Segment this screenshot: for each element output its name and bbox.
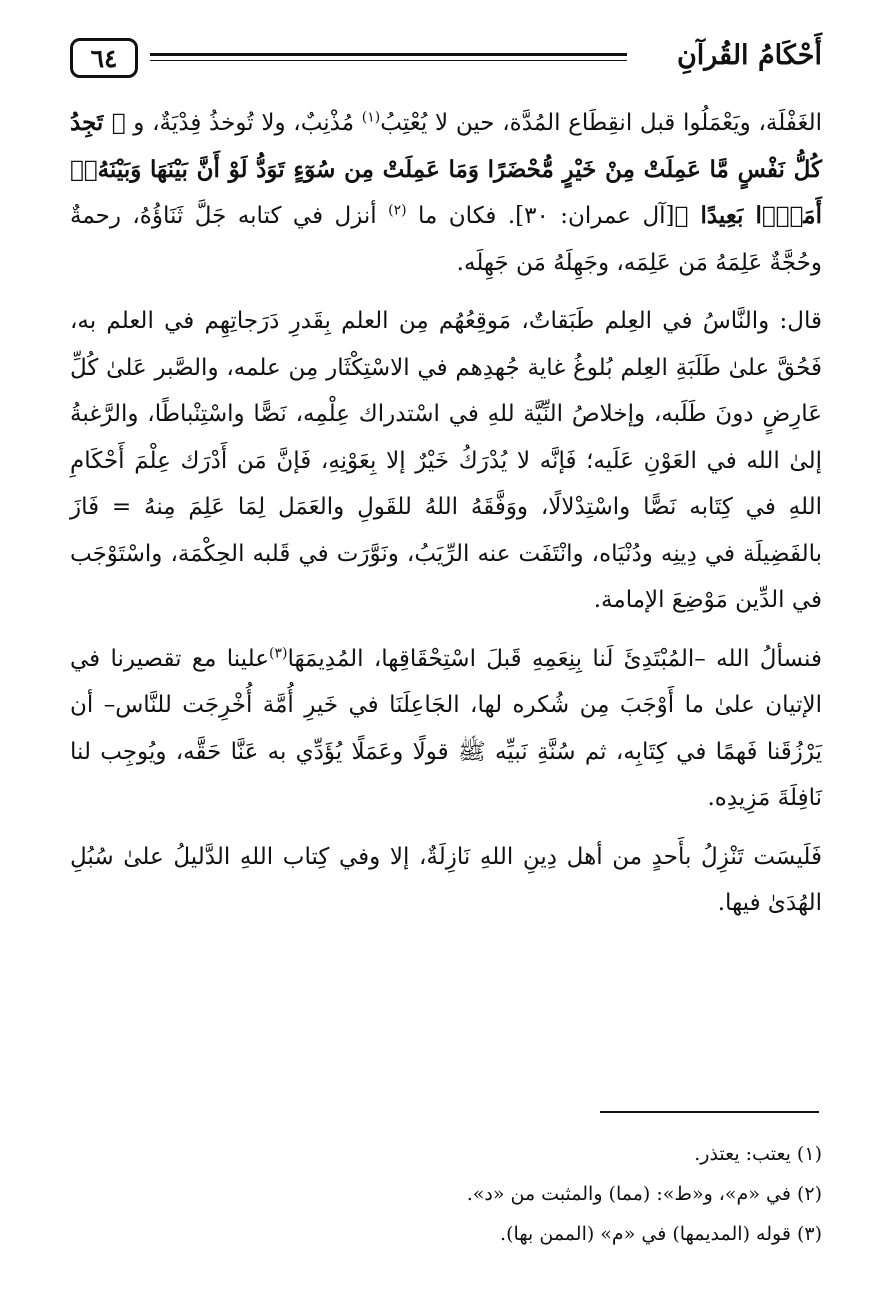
paragraph-1-text-b: مُذْنِبٌ، ولا تُوخذُ فِدْيَةٌ، و <box>125 110 362 136</box>
page-number-box <box>70 38 138 78</box>
page-number: ٦٤ <box>90 43 118 73</box>
paragraph-1-text-a: الغَفْلَة، ويَعْمَلُوا قبل انقِطَاع المُدَّة، حين لا يُعْتِبُ <box>380 110 823 136</box>
paragraph-3-text-b: علينا مع تقصيرنا في الإتيان علىٰ ما أَوْجَبَ مِن شُكره لها، الجَاعِلَنَا في خَيرِ أُمَّة أُخْرِجَت للنَّاس– أن يَرْزُقَنا فَهمًا في كِتَابِه، ثم سُنَّةِ نَبيِّه ﷺ قولًا وعَمَلًا يُؤَدِّي به عَنَّا حَقَّه، ويُوجِب لنا نَافِلَةَ مَزِيدِه. <box>70 645 822 811</box>
footnote-2: (٢) في «م»، و«ط»: (مما) والمثبت من «د». <box>466 1183 822 1205</box>
footnote-separator <box>600 1111 819 1113</box>
main-text <box>70 100 822 927</box>
paragraph-2: قال: والنَّاسُ في العِلم طَبَقاتٌ، مَوقِعُهُم مِن العلم بِقَدرِ دَرَجاتِهِم في العلم به، فَحُقَّ علىٰ طَلَبَةِ العِلم بُلوغُ غاية جُهدِهم في الاسْتِكْثَار مِن علمه، والصَّبر عَلىٰ كُلِّ عَارِضٍ دونَ طَلَبه، وإخلاصُ النِّيَّة للهِ في اسْتدراك عِلْمِه، نَصًّا واسْتِنْباطًا، والرَّغبةُ إلىٰ الله في العَوْنِ عَلَيه؛ فَإنَّه لا يُدْرَكُ خَيْرٌ إلا بِعَوْنِهِ، فَإنَّ مَن أَدْرَك عِلْمَ أَحْكَامِ اللهِ في كِتَابه نَصًّا واسْتِدْلالًا، ووَفَّقَهُ اللهُ للقَولِ والعَمَل لِمَا عَلِمَ مِنهُ = فَازَ بالفَضِيلَة في دِينِه ودُنْيَاه، وانْتَفَت عنه الرِّيَبُ، ونَوَّرَت في قَلبه الحِكْمَة، واسْتَوْجَب في الدِّين مَوْضِعَ الإمامة. <box>70 308 822 613</box>
footnote-ref-3: (٣) <box>268 644 288 661</box>
paragraph-3-text-a: فنسألُ الله –المُبْتَدِئَ لَنا بِنِعَمِهِ قَبلَ اسْتِحْقَاقِها، المُدِيمَهَا <box>287 645 822 672</box>
quran-verse: ﴿ تَجِدُ كُلُّ نَفْسٍ مَّا عَمِلَتْ مِنْ خَيْرٍ مُّحْضَرًا وَمَا عَمِلَتْ مِن سُوٓءٍ تَوَدُّ لَوْ أَنَّ بَيْنَهَا وَبَيْنَهُۥٓ أَمَدًۢا بَعِيدًا ﴾ <box>70 109 822 229</box>
paragraph-1 <box>70 100 822 286</box>
footnote-ref-1: (١) <box>361 109 381 126</box>
footnote-ref-2: (٢) <box>388 202 407 219</box>
paragraph-1-text-d: أنزل في كتابه جَلَّ ثَنَاؤُهُ، رحمةٌ وحُجَّةٌ عَلِمَهُ مَن عَلِمَه، وجَهِلَهُ مَن جَهِلَه. <box>70 203 822 276</box>
paragraph-1-text-c: [آل عمران: ٣٠]. فكان ما <box>406 203 675 229</box>
footnote-1: (١) يعتب: يعتذر. <box>694 1143 822 1165</box>
header-rule <box>150 53 627 61</box>
page-header <box>70 38 822 84</box>
running-title: أَحْكَامُ القُرآنِ <box>676 40 822 71</box>
paragraph-3 <box>70 636 822 822</box>
paragraph-4: فَلَيسَت تَنْزِلُ بأَحدٍ من أهل دِينِ اللهِ نَازِلَةٌ، إلا وفي كِتاب اللهِ الدَّليلُ علىٰ سُبُلِ الهُدَىٰ فيها. <box>70 843 822 916</box>
footnote-3: (٣) قوله (المديمها) في «م» (الممن بها). <box>500 1223 822 1245</box>
footnotes <box>70 1134 822 1254</box>
